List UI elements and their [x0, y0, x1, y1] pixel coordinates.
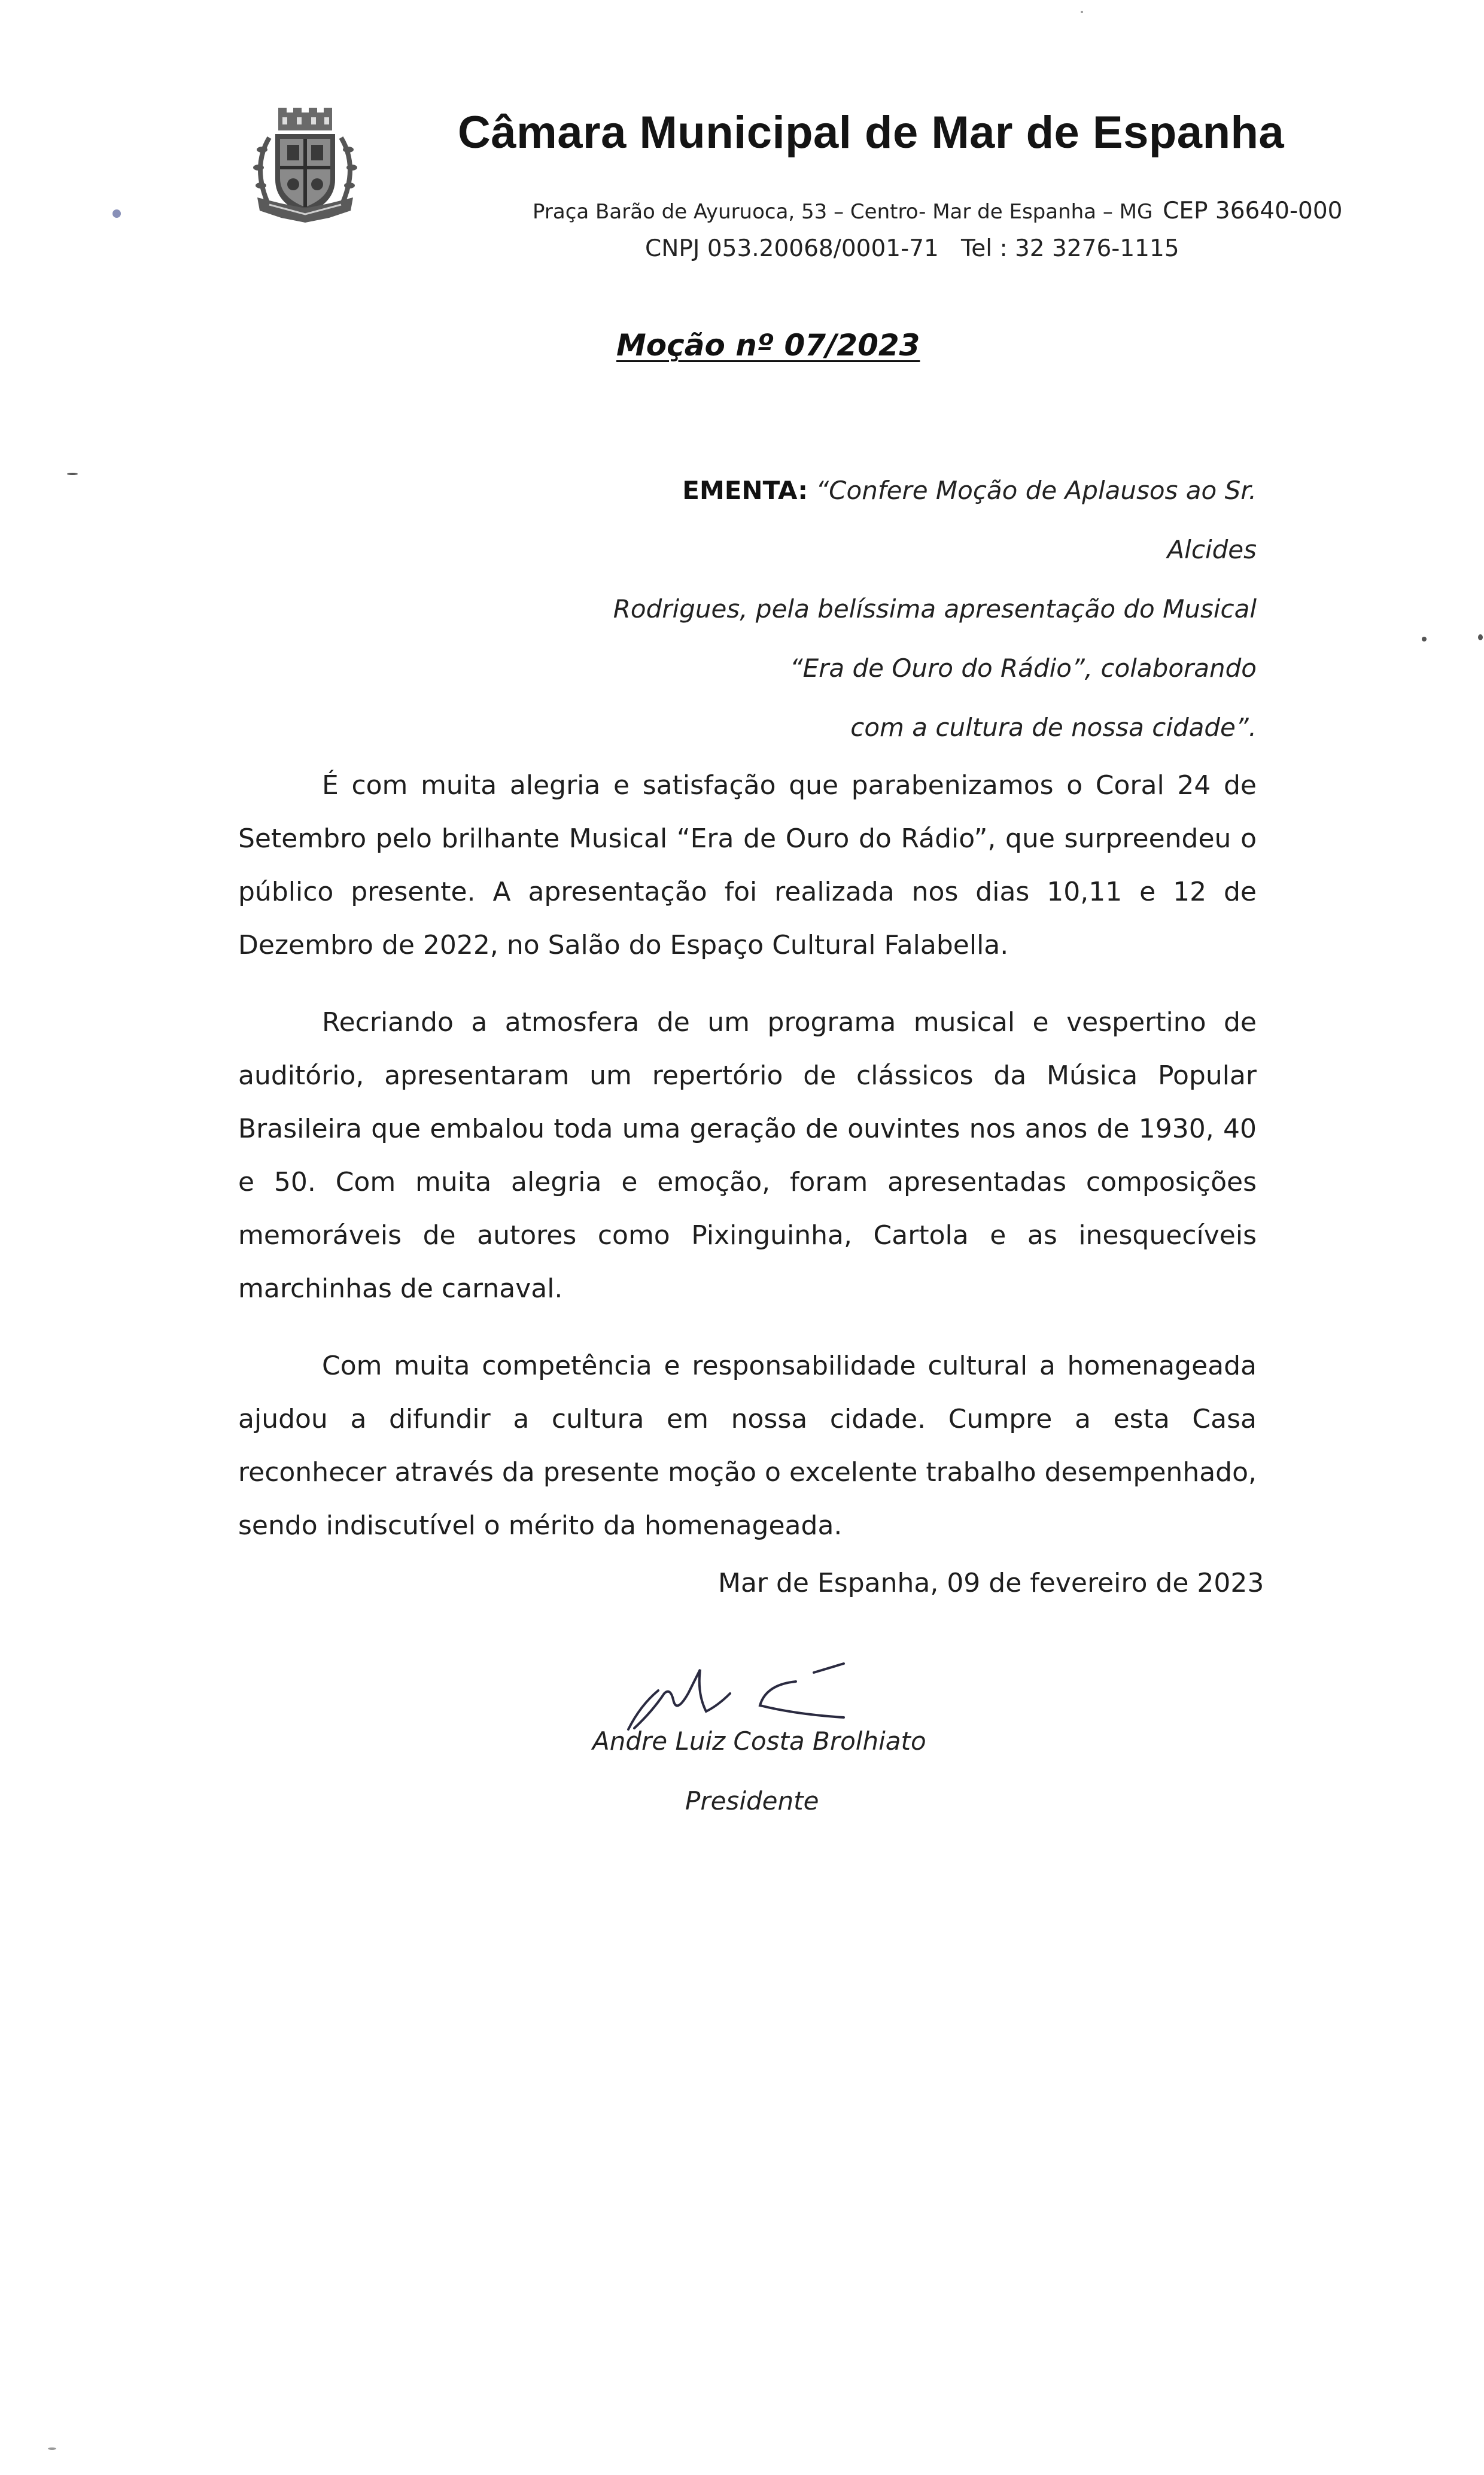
scan-speck	[1478, 634, 1483, 640]
org-name: Câmara Municipal de Mar de Espanha	[458, 107, 1285, 158]
cnpj-phone-line	[645, 235, 1243, 262]
ementa-line-4: com a cultura de nossa cidade”.	[850, 713, 1257, 742]
ementa-text-1: “Confere Moção de Aplausos ao Sr. Alcides	[816, 476, 1257, 564]
ementa-line-3: “Era de Ouro do Rádio”, colaborando	[789, 653, 1257, 683]
body-paragraph-3: Com muita competência e responsabilidade cultural a homenageada ajudou a difundir a cultura em nossa cidade. Cumpre a esta Casa reconhecer através da presente moção o excelente trabalho desempenhado, sendo indiscutível o mérito da homenageada.	[238, 1351, 1257, 1541]
body-paragraph-2: Recriando a atmosfera de um programa musical e vespertino de auditório, apresentaram um repertório de clássicos da Música Popular Brasileira que embalou toda uma geração de ouvintes nos anos de 1930, 40 e 50. Com muita alegria e emoção, foram apresentadas composições memoráveis de autores como Pixinguinha, Cartola e as inesquecíveis marchinhas de carnaval.	[238, 1007, 1257, 1304]
scan-speck	[1081, 11, 1083, 13]
address-line	[533, 197, 1343, 224]
motion-body	[238, 759, 1257, 1576]
municipal-coat-of-arms-icon	[245, 108, 365, 233]
signer-name: Andre Luiz Costa Brolhiato	[592, 1726, 926, 1756]
address-text: Praça Barão de Ayuruoca, 53 – Centro- Mar de Espanha – MG	[533, 200, 1153, 224]
scan-speck	[48, 2447, 56, 2450]
scan-speck	[112, 209, 121, 218]
scan-speck	[67, 473, 78, 475]
cep-text: CEP 36640-000	[1163, 197, 1343, 224]
cnpj-text: CNPJ 053.20068/0001-71	[645, 235, 939, 262]
ementa-block	[598, 461, 1257, 757]
signer-role: Presidente	[685, 1786, 819, 1816]
body-paragraph-1: É com muita alegria e satisfação que parabenizamos o Coral 24 de Setembro pelo brilhante Musical “Era de Ouro do Rádio”, que surpreendeu o público presente. A apresentação foi realizada nos dias 10,11 e 12 de Dezembro de 2022, no Salão do Espaço Cultural Falabella.	[238, 770, 1257, 960]
phone-text: Tel : 32 3276-1115	[961, 235, 1179, 262]
place-date: Mar de Espanha, 09 de fevereiro de 2023	[718, 1568, 1264, 1598]
ementa-line-2: Rodrigues, pela belíssima apresentação do Musical	[613, 594, 1257, 624]
motion-title: Moção nº 07/2023	[616, 328, 920, 363]
ementa-line-1	[598, 461, 1257, 579]
scan-speck	[1422, 637, 1427, 641]
ementa-label: EMENTA:	[682, 476, 808, 505]
